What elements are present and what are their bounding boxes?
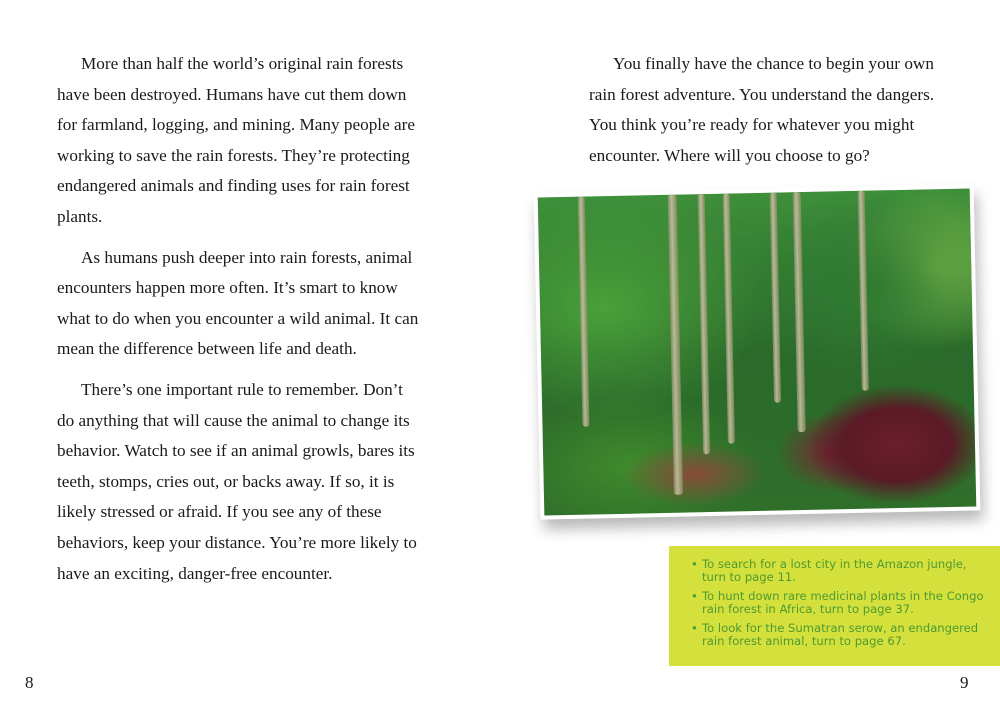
bullet-icon: •	[691, 557, 698, 571]
paragraph: More than half the world’s original rain forests have been destroyed. Humans have cut them down for farmland, logging, and mining. Many people are working to save the rain forests. They’re protecting endangered animals and finding uses for rain forest plants.	[57, 54, 415, 226]
bullet-icon: •	[691, 620, 698, 635]
paragraph: You finally have the chance to begin your own rain forest adventure. You understand the dangers. You think you’re ready for whatever you might encounter. Where will you choose to go?	[589, 54, 935, 165]
choices-box	[669, 546, 1000, 666]
choice-item	[691, 622, 986, 649]
paragraph: There’s one important rule to remember. Don’t do anything that will cause the animal to change its behavior. Watch to see if an animal growls, bares its teeth, stomps, cries out, or backs away. If so, it is likely stressed or afraid. If you see any of these behaviors, keep your distance. You’re more likely to have an exciting, danger-free encounter.	[57, 379, 417, 583]
choice-item	[691, 558, 986, 585]
choice-text: To hunt down rare medicinal plants in the Congo rain forest in Africa, turn to page 37.	[702, 588, 984, 617]
left-page-body	[57, 49, 422, 599]
page-number-right: 9	[960, 673, 969, 692]
rainforest-photo	[534, 184, 981, 519]
choice-item	[691, 590, 986, 617]
page-number-left: 8	[25, 673, 34, 692]
right-page-body	[589, 49, 959, 181]
paragraph: As humans push deeper into rain forests, animal encounters happen more often. It’s smart to know what to do when you encounter a wild animal. It can mean the difference between life and death.	[57, 247, 419, 359]
choices-list	[691, 558, 986, 648]
bullet-icon: •	[691, 588, 698, 603]
choice-text: To search for a lost city in the Amazon jungle, turn to page 11.	[702, 557, 967, 585]
choice-text: To look for the Sumatran serow, an endangered rain forest animal, turn to page 67.	[702, 620, 979, 649]
photo-image	[538, 189, 977, 516]
